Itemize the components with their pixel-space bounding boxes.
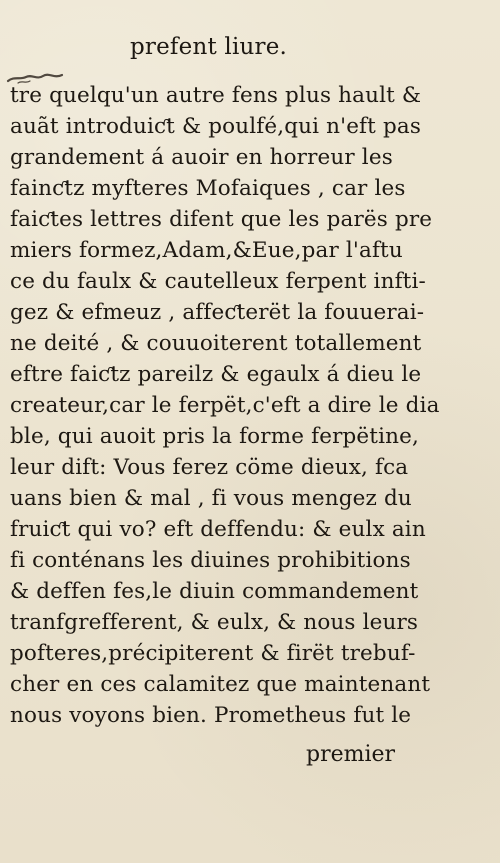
text-line-8: gez & efmeuz , affeƈterët la fouuerai- xyxy=(10,300,425,325)
text-line-9: ne deité , & couuoiterent totallement xyxy=(10,331,422,356)
catchword: premier xyxy=(306,742,396,767)
running-header: prefent liure. xyxy=(130,34,288,60)
text-line-10: eftre faiƈtz pareilz & egaulx á dieu le xyxy=(10,362,422,387)
text-line-6: miers formez,Adam,&Eue,par l'aftu xyxy=(10,238,403,263)
text-line-13: leur dift: Vous ferez cöme dieux, fca xyxy=(10,455,409,480)
text-line-3: grandement á auoir en horreur les xyxy=(10,145,393,170)
text-line-16: fi conténans les diuines prohibitions xyxy=(10,548,411,573)
text-line-1: tre quelqu'un autre fens plus hault & xyxy=(10,83,422,108)
text-line-17: & deffen fes,le diuin commandement xyxy=(10,579,419,604)
text-line-12: ble, qui auoit pris la forme ferpëtine, xyxy=(10,424,419,449)
text-line-4: fainƈtz myfteres Mofaiques , car les xyxy=(10,176,406,201)
text-line-19: pofteres,précipiterent & firët trebuf- xyxy=(10,641,416,666)
text-line-5: faiƈtes lettres difent que les parës pre xyxy=(10,207,433,232)
text-line-18: tranfgrefferent, & eulx, & nous leurs xyxy=(10,610,419,635)
text-line-15: fruiƈt qui vo? eft deffendu: & eulx ain xyxy=(10,517,426,542)
text-line-20: cher en ces calamitez que maintenant xyxy=(10,672,431,697)
text-line-14: uans bien & mal , fi vous mengez du xyxy=(10,486,412,511)
text-line-21: nous voyons bien. Prometheus fut le xyxy=(10,703,412,728)
text-line-7: ce du faulx & cautelleux ferpent infti- xyxy=(10,269,426,294)
text-line-2: auãt introduiƈt & poulfé,qui n'eft pas xyxy=(10,114,422,139)
text-line-11: createur,car le ferpët,c'eft a dire le dia xyxy=(10,393,440,418)
